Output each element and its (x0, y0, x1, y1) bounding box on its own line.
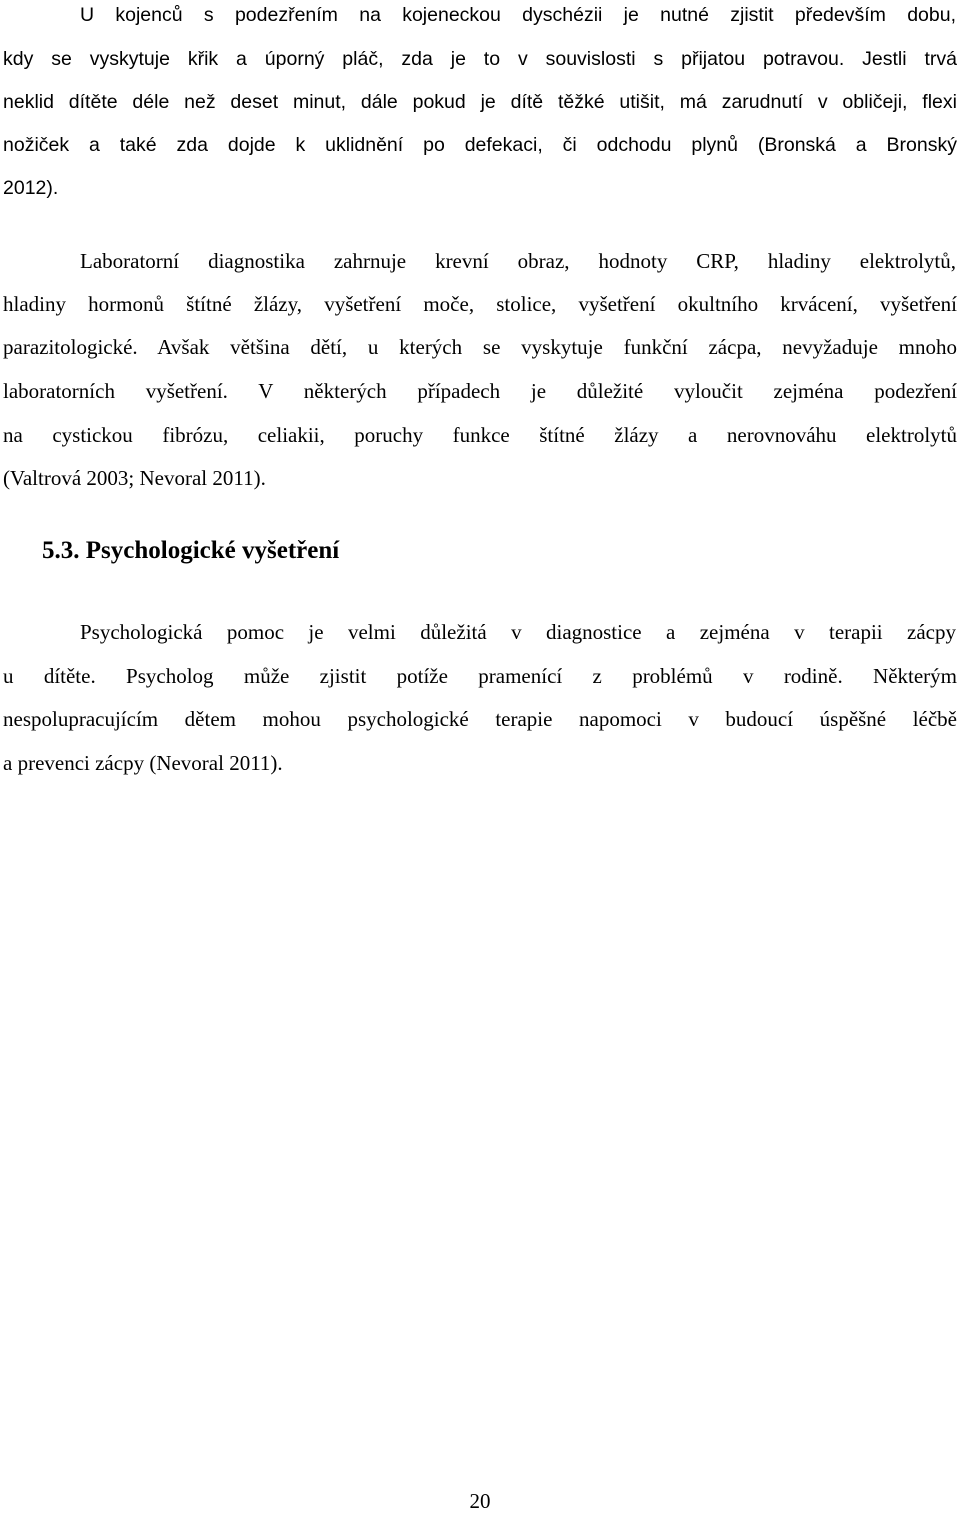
paragraph-line: nespolupracujícím dětem mohou psychologické terapie napomoci v budoucí úspěšné léčbě (3, 707, 957, 731)
paragraph-line: 2012). (3, 177, 59, 199)
paragraph-line: neklid dítěte déle než deset minut, dále pokud je dítě těžké utišit, má zarudnutí v obličeji, flexi (3, 91, 957, 113)
paragraph-line: na cystickou fibrózu, celiakii, poruchy funkce štítné žlázy a nerovnováhu elektrolytů (3, 423, 957, 447)
paragraph-line: hladiny hormonů štítné žlázy, vyšetření moče, stolice, vyšetření okultního krvácení, vyšetření (3, 292, 957, 316)
paragraph-line: nožiček a také zda dojde k uklidnění po defekaci, či odchodu plynů (Bronská a Bronský (3, 134, 957, 156)
paragraph-line: parazitologické. Avšak většina dětí, u kterých se vyskytuje funkční zácpa, nevyžaduje mnoho (3, 335, 957, 359)
page-number: 20 (469, 1489, 491, 1513)
section-heading: 5.3. Psychologické vyšetření (42, 537, 340, 564)
paragraph-line: (Valtrová 2003; Nevoral 2011). (3, 466, 266, 490)
paragraph-line: U kojenců s podezřením na kojeneckou dyschézii je nutné zjistit především dobu, (80, 4, 956, 26)
paragraph-line: u dítěte. Psycholog může zjistit potíže pramenící z problémů v rodině. Některým (3, 664, 957, 688)
paragraph-line: laboratorních vyšetření. V některých případech je důležité vyloučit zejména podezření (3, 379, 957, 403)
paragraph-line: Laboratorní diagnostika zahrnuje krevní obraz, hodnoty CRP, hladiny elektrolytů, (80, 249, 956, 273)
paragraph-line: a prevenci zácpy (Nevoral 2011). (3, 751, 283, 775)
paragraph-line: kdy se vyskytuje křik a úporný pláč, zda je to v souvislosti s přijatou potravou. Jestli trvá (3, 48, 957, 70)
paragraph-line: Psychologická pomoc je velmi důležitá v diagnostice a zejména v terapii zácpy (80, 620, 956, 644)
